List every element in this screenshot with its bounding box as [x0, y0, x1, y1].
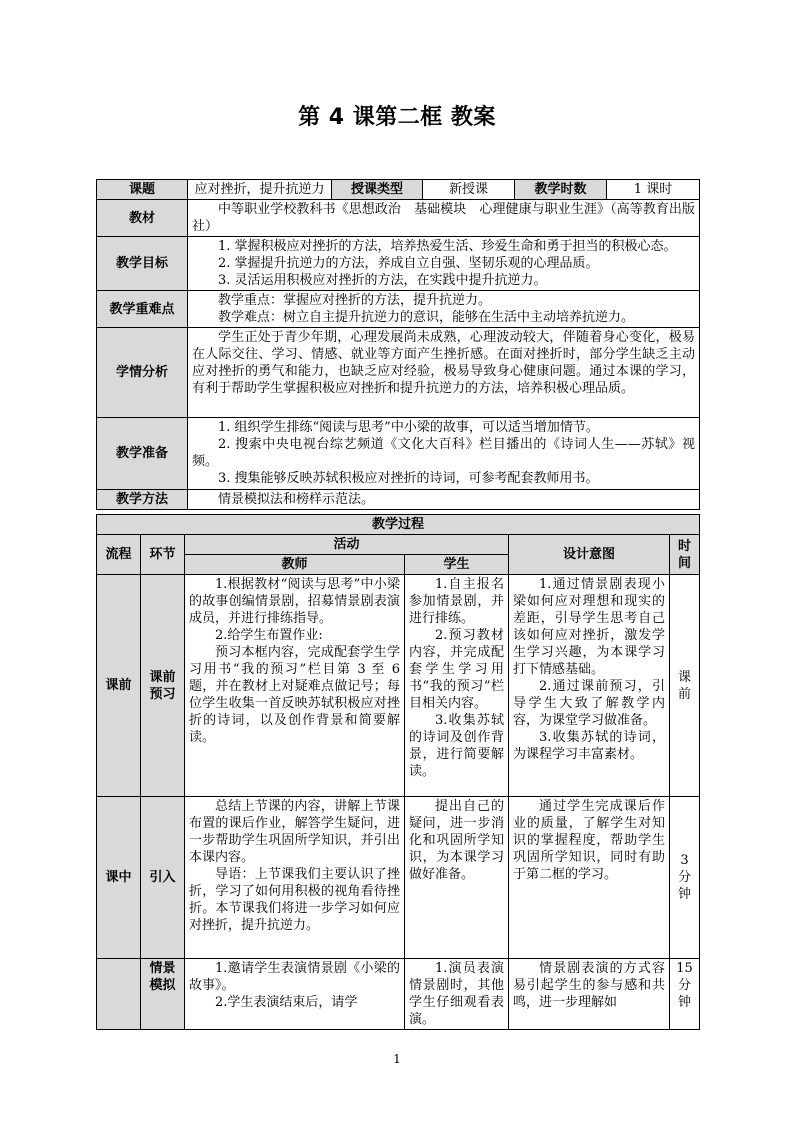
teacher-cell: 总结上节课的内容，讲解上节课布置的课后作业，解答学生疑问，进一步帮助学生巩固所学知识，并引出本课内容。 导语：上节课我们主要认识了挫折，学习了如何用积极的视角看待挫折。本节课我们将进一步学习如何应对挫折，提升抗逆力。 [185, 797, 405, 959]
keypoints-value [188, 291, 700, 328]
student-cell: 提出自己的疑问，进一步消化和巩固所学知识，为本课学习做好准备。 [405, 797, 509, 959]
teaching-process-table [96, 514, 700, 1030]
teacher-cell: 1.根据教材“阅读与思考”中小梁的故事创编情景剧，招募情景剧表演成员，并进行排练指导。 2.给学生布置作业: 预习本框内容，完成配套学生学习用书“我的预习”栏目第 3 至 6 题，并在教材上对疑难点做记号；每位学生收集一首反映苏轼积极应对挫折的诗词，以及创作背景和简要解读。 [185, 575, 405, 797]
hours-value: 1 课时 [607, 180, 700, 200]
header-step: 环节 [141, 535, 185, 575]
header-teacher: 教师 [185, 555, 405, 575]
time-cell: 15分钟 [670, 959, 700, 1030]
page-number: 1 [393, 1052, 401, 1066]
flow-cell: 课前 [97, 575, 141, 797]
keypoint-item: 教学难点：树立自主提升抗逆力的意识，能够在生活中主动培养抗逆力。 [218, 310, 635, 325]
table-row [97, 797, 700, 959]
header-time: 时间 [670, 535, 700, 575]
method-value: 情景模拟法和榜样示范法。 [188, 490, 700, 510]
students-value: 学生正处于青少年期，心理发展尚未成熟，心理波动较大，伴随着身心变化，极易在人际交往、学习、情感、就业等方面产生挫折感。在面对挫折时，部分学生缺乏主动应对挫折的勇气和能力，也缺乏应对经验，极易导致身心健康问题。通过本课的学习，有利于帮助学生掌握积极应对挫折和提升抗逆力的方法，培养积极心理品质。 [188, 328, 700, 418]
teacher-cell: 1.邀请学生表演情景剧《小梁的故事》。 2.学生表演结束后，请学 [185, 959, 405, 1030]
step-cell: 引入 [141, 797, 185, 959]
goal-item: 2. 掌握提升抗逆力的方法，养成自立自强、坚韧乐观的心理品质。 [218, 256, 599, 271]
header-student: 学生 [405, 555, 509, 575]
header-flow: 流程 [97, 535, 141, 575]
intent-cell: 通过学生完成课后作业的质量，了解学生对知识的掌握程度，帮助学生巩固所学知识，同时有助于第二框的学习。 [509, 797, 670, 959]
prep-item: 2. 搜索中央电视台综艺频道《文化大百科》栏目播出的《诗词人生——苏轼》视频。 [192, 437, 695, 469]
time-cell: 3分钟 [670, 797, 700, 959]
textbook-label: 教材 [97, 200, 188, 237]
keypoint-item: 教学重点：掌握应对挫折的方法，提升抗逆力。 [218, 293, 492, 308]
intent-cell: 1.通过情景剧表现小梁如何应对理想和现实的差距，引导学生思考自己该如何应对挫折，激发学生学习兴趣，为本课学习打下情感基础。 2.通过课前预习，引导学生大致了解教学内容，为课堂学习做准备。 3.收集苏轼的诗词，为课程学习丰富素材。 [509, 575, 670, 797]
goal-item: 3. 灵活运用积极应对挫折的方法，在实践中提升抗逆力。 [218, 273, 547, 288]
page-title: 第 4 课第二框 教案 [298, 105, 496, 130]
step-cell: 情景模拟 [141, 959, 185, 1030]
textbook-value: 中等职业学校教科书《思想政治 基础模块 心理健康与职业生涯》（高等教育出版社） [188, 200, 700, 237]
goals-value [188, 237, 700, 291]
prep-label: 教学准备 [97, 418, 188, 490]
topic-label: 课题 [97, 180, 188, 200]
header-activity: 活动 [185, 535, 509, 555]
goals-label: 教学目标 [97, 237, 188, 291]
time-cell: 课前 [670, 575, 700, 797]
prep-item: 1. 组织学生排练“阅读与思考”中小梁的故事，可以适当增加情节。 [218, 420, 599, 435]
hours-label: 教学时数 [515, 180, 607, 200]
keypoints-label: 教学重难点 [97, 291, 188, 328]
intent-cell: 情景剧表演的方式容易引起学生的参与感和共鸣，进一步理解如 [509, 959, 670, 1030]
flow-cell [97, 959, 141, 1030]
topic-value: 应对挫折，提升抗逆力 [188, 180, 332, 200]
goal-item: 1. 掌握积极应对挫折的方法，培养热爱生活、珍爱生命和勇于担当的积极心态。 [218, 239, 677, 254]
header-intent: 设计意图 [509, 535, 670, 575]
type-value: 新授课 [423, 180, 515, 200]
lesson-info-table [96, 179, 700, 510]
prep-value [188, 418, 700, 490]
student-cell: 1.自主报名参加情景剧，并进行排练。 2.预习教材内容，并完成配套学生学习用书“我的预习”栏目相关内容。 3.收集苏轼的诗词及创作背景，进行简要解读。 [405, 575, 509, 797]
student-cell: 1.演员表演情景剧时，其他学生仔细观看表演。 [405, 959, 509, 1030]
process-section-title: 教学过程 [97, 515, 700, 535]
table-row [97, 959, 700, 1030]
students-label: 学情分析 [97, 328, 188, 418]
type-label: 授课类型 [332, 180, 423, 200]
table-row [97, 575, 700, 797]
prep-item: 3. 搜集能够反映苏轼积极应对挫折的诗词，可参考配套教师用书。 [218, 471, 599, 486]
flow-cell: 课中 [97, 797, 141, 959]
method-label: 教学方法 [97, 490, 188, 510]
step-cell: 课前预习 [141, 575, 185, 797]
